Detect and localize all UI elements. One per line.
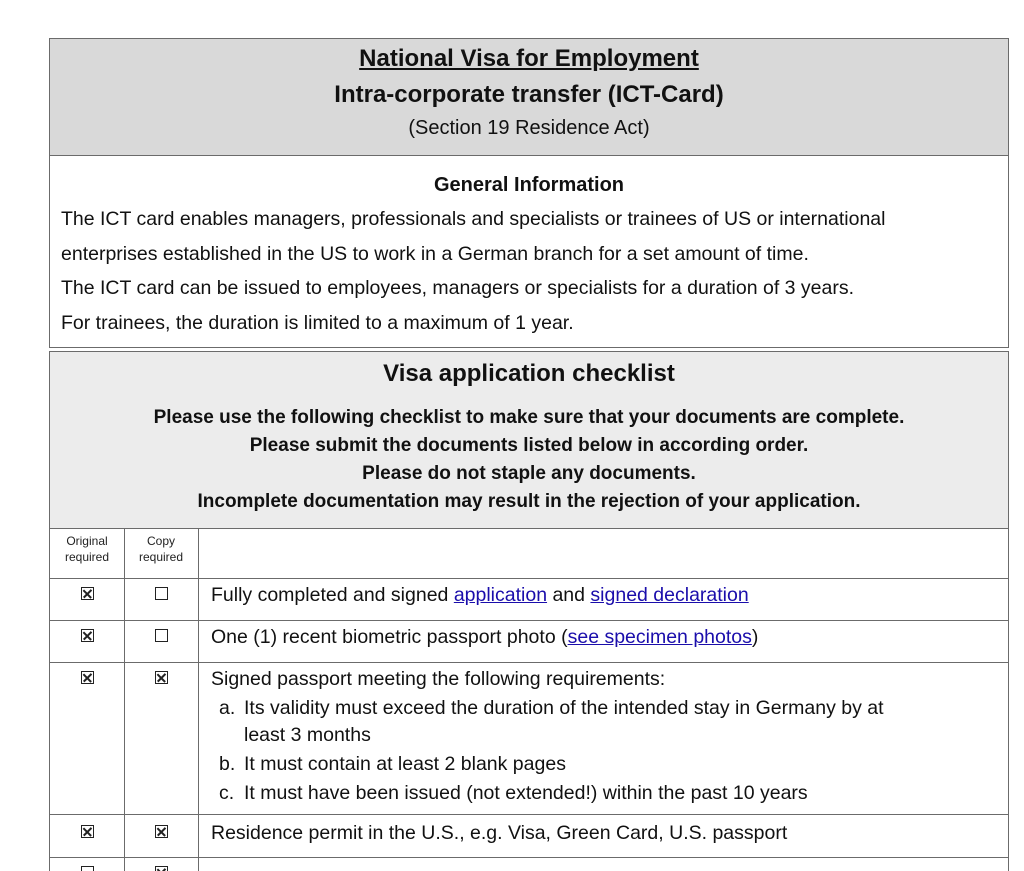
original-required-checkbox[interactable] <box>81 587 94 600</box>
checklist-row-application: Fully completed and signed application and signed declaration <box>211 584 749 606</box>
passport-requirement-line: It must have been issued (not extended!) within the past 10 years <box>244 782 808 804</box>
copy-required-checkbox[interactable] <box>155 825 168 838</box>
original-required-checkbox[interactable] <box>81 866 94 871</box>
general-paragraph-line: For trainees, the duration is limited to a maximum of 1 year. <box>61 312 574 334</box>
list-marker: b. <box>219 753 236 775</box>
passport-requirement-line: least 3 months <box>244 724 371 746</box>
row-divider <box>50 814 1008 815</box>
document-header <box>49 38 1009 156</box>
copy-required-checkbox[interactable] <box>155 866 168 871</box>
general-information-section <box>49 155 1009 348</box>
checklist-instruction: Please submit the documents listed below in according order. <box>249 435 809 456</box>
document-subtitle: Intra-corporate transfer (ICT-Card) <box>334 81 724 108</box>
checklist-row-passport: Signed passport meeting the following requirements: <box>211 668 666 690</box>
column-divider <box>198 529 199 871</box>
row-divider <box>50 662 1008 663</box>
document-title: National Visa for Employment <box>359 45 699 72</box>
checklist-header <box>50 352 1008 529</box>
checklist-instruction: Incomplete documentation may result in the rejection of your application. <box>197 491 861 512</box>
general-paragraph-line: The ICT card enables managers, professionals and specialists or trainees of US or international <box>61 208 886 230</box>
checklist-instruction: Please do not staple any documents. <box>362 463 696 484</box>
column-divider <box>124 529 125 871</box>
checklist-instruction: Please use the following checklist to make sure that your documents are complete. <box>153 407 905 428</box>
visa-checklist-section <box>49 351 1009 871</box>
general-information-title: General Information <box>433 174 625 196</box>
column-header-original: Original required <box>64 534 110 564</box>
copy-required-checkbox[interactable] <box>155 629 168 642</box>
application-link[interactable]: application <box>453 584 548 606</box>
list-marker: a. <box>219 697 236 719</box>
copy-required-checkbox[interactable] <box>155 587 168 600</box>
column-header-copy: Copy required <box>138 534 184 564</box>
row-divider <box>50 857 1008 858</box>
original-required-checkbox[interactable] <box>81 825 94 838</box>
row-divider <box>50 578 1008 579</box>
list-marker: c. <box>219 782 235 804</box>
copy-required-checkbox[interactable] <box>155 671 168 684</box>
passport-requirement-line: It must contain at least 2 blank pages <box>244 753 566 775</box>
general-paragraph-line: The ICT card can be issued to employees, managers or specialists for a duration of 3 years. <box>61 277 855 299</box>
checklist-row-photo: One (1) recent biometric passport photo (see specimen photos) <box>211 626 759 648</box>
row-divider <box>50 620 1008 621</box>
original-required-checkbox[interactable] <box>81 671 94 684</box>
checklist-title: Visa application checklist <box>383 360 675 387</box>
original-required-checkbox[interactable] <box>81 629 94 642</box>
general-paragraph-line: enterprises established in the US to work in a German branch for a set amount of time. <box>61 243 809 265</box>
checklist-row-residence-permit: Residence permit in the U.S., e.g. Visa, Green Card, U.S. passport <box>211 822 788 844</box>
specimen-photos-link[interactable]: see specimen photos <box>567 626 752 648</box>
passport-requirement-line: Its validity must exceed the duration of the intended stay in Germany by at <box>244 697 884 719</box>
legal-section: (Section 19 Residence Act) <box>408 117 650 139</box>
signed-declaration-link[interactable]: signed declaration <box>590 584 749 606</box>
